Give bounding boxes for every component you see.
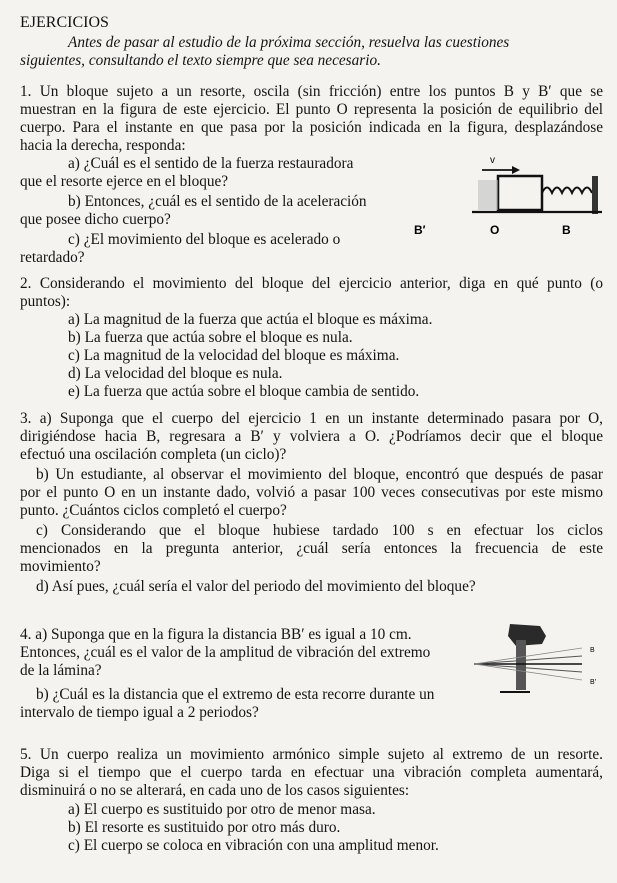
point-o-label: O bbox=[490, 223, 500, 237]
q2-item: c) La magnitud de la velocidad del bloque es máxima. bbox=[68, 347, 400, 364]
q2-item: a) La magnitud de la fuerza que actúa el bloque es máxima. bbox=[68, 311, 433, 328]
q1-b-line: que posee dicho cuerpo? bbox=[20, 211, 171, 228]
q3-line: c) Considerando que el bloque hubiese tardado 100 s en efectuar los ciclos bbox=[36, 522, 603, 539]
q3-line: movimiento? bbox=[20, 558, 101, 575]
q1-line: cuerpo. Para el instante en que pasa por la posición indicada en la figura, desplazándose bbox=[20, 119, 603, 136]
q4-line: de la lámina? bbox=[20, 662, 102, 679]
q3-line: b) Un estudiante, al observar el movimiento del bloque, encontró que después de pasar bbox=[36, 466, 603, 483]
spring bbox=[542, 188, 592, 194]
q5-item: c) El cuerpo se coloca en vibración con una amplitud menor. bbox=[68, 837, 439, 854]
q1-a-line: que el resorte ejerce en el bloque? bbox=[20, 173, 229, 190]
q2-line: puntos): bbox=[20, 293, 71, 310]
velocity-label: v bbox=[490, 155, 495, 166]
clamp-hand bbox=[508, 624, 546, 646]
block-spring-figure bbox=[412, 150, 608, 246]
q5-line: 5. Un cuerpo realiza un movimiento armónico simple sujeto al extremo de un resorte. bbox=[20, 746, 603, 763]
q4-line: intervalo de tiempo igual a 2 periodos? bbox=[20, 704, 259, 721]
q4-line: Entonces, ¿cuál es el valor de la amplitud de vibración del extremo bbox=[20, 644, 431, 661]
q3-line: mencionados en la pregunta anterior, ¿cuál sería entonces la frecuencia de este bbox=[20, 540, 603, 557]
q3-line: 3. a) Suponga que el cuerpo del ejercicio 1 en un instante determinado pasara por O, bbox=[20, 410, 603, 427]
q5-line: Diga si el tiempo que el cuerpo tarda en efectuar una vibración completa aumentará, bbox=[20, 764, 603, 781]
q5-item: b) El resorte es sustituido por otro más duro. bbox=[68, 819, 341, 836]
q2-item: d) La velocidad del bloque es nula. bbox=[68, 365, 283, 382]
q5-item: a) El cuerpo es sustituido por otro de menor masa. bbox=[68, 801, 376, 818]
q4-line: b) ¿Cuál es la distancia que el extremo de esta recorre durante un bbox=[36, 686, 435, 703]
q1-c-line: retardado? bbox=[20, 249, 85, 266]
q3-line: por el punto O en un instante dado, volvió a pasar 100 veces consecutivas por este mismo bbox=[20, 484, 603, 501]
point-b-prime-label: B′ bbox=[590, 679, 596, 686]
q2-item: e) La fuerza que actúa sobre el bloque cambia de sentido. bbox=[68, 383, 420, 400]
q3-line: dirigiéndose hacia B, regresara a B′ y volviera a O. ¿Podríamos decir que el bloque bbox=[20, 428, 603, 445]
q1-c-line: c) ¿El movimiento del bloque es acelerado o bbox=[68, 231, 341, 248]
intro-line: siguientes, consultando el texto siempre que sea necesario. bbox=[20, 52, 381, 69]
q1-line: muestran en la figura de este ejercicio. El punto O representa la posición de equilibrio del bbox=[20, 101, 603, 118]
point-b-label: B bbox=[590, 647, 595, 654]
q1-line: hacia la derecha, responda: bbox=[20, 137, 186, 154]
q3-line: punto. ¿Cuántos ciclos completó el cuerpo? bbox=[20, 502, 287, 519]
q4-line: 4. a) Suponga que en la figura la distancia BB′ es igual a 10 cm. bbox=[20, 626, 412, 643]
q1-a-line: a) ¿Cuál es el sentido de la fuerza restauradora bbox=[68, 155, 354, 172]
section-title: EJERCICIOS bbox=[20, 14, 109, 31]
intro-line: Antes de pasar al estudio de la próxima sección, resuelva las cuestiones bbox=[68, 34, 510, 51]
point-b-label: B bbox=[562, 223, 571, 237]
q3-line: efectuó una oscilación completa (un ciclo)? bbox=[20, 446, 287, 463]
point-b-prime-label: B′ bbox=[414, 223, 426, 237]
spring-wall bbox=[592, 176, 598, 214]
q1-line: 1. Un bloque sujeto a un resorte, oscila (sin fricción) entre los puntos B y B′ que se bbox=[20, 83, 603, 100]
vibrating-blade-figure bbox=[470, 622, 610, 722]
q2-line: 2. Considerando el movimiento del bloque del ejercicio anterior, diga en qué punto (o bbox=[20, 275, 603, 292]
q1-b-line: b) Entonces, ¿cuál es el sentido de la aceleración bbox=[68, 193, 367, 210]
q2-item: b) La fuerza que actúa sobre el bloque es nula. bbox=[68, 329, 353, 346]
q5-line: disminuirá o no se alterará, en cada uno de los casos siguientes: bbox=[20, 782, 410, 799]
block bbox=[498, 176, 542, 210]
q3-line: d) Así pues, ¿cuál sería el valor del periodo del movimiento del bloque? bbox=[36, 578, 476, 595]
